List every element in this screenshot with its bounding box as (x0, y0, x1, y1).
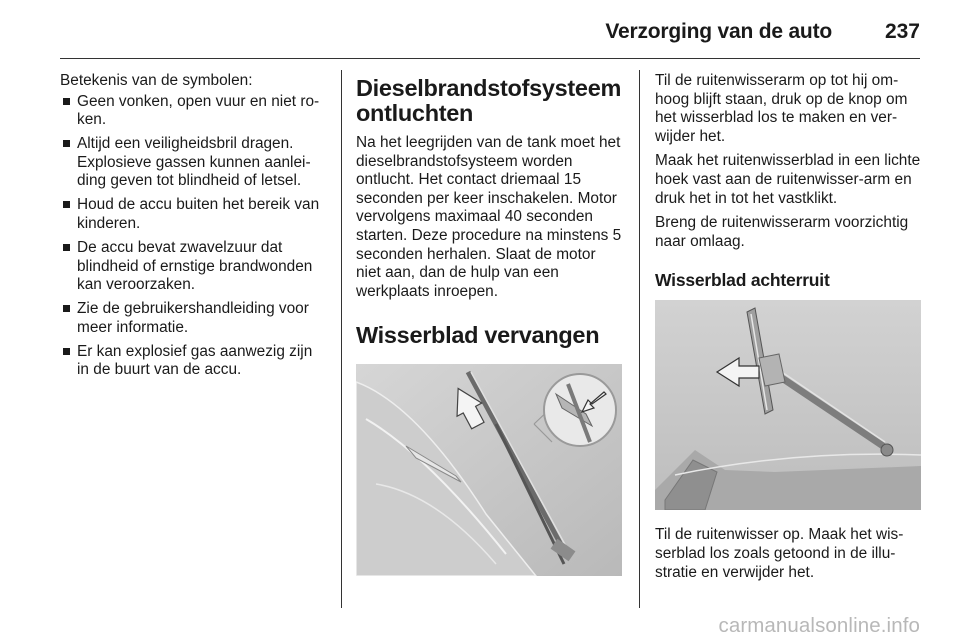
bullet-square-icon (63, 348, 70, 355)
heading-diesel-bleeding: Dieselbrandstofsysteem ontluchten (356, 75, 622, 126)
instruction-paragraph: Til de ruitenwisserarm op tot hij om-hoog blijft staan, druk op de knop om het wisserblad los te maken en ver-wijder het. (655, 72, 908, 145)
column-1 (60, 72, 328, 385)
list-item: Geen vonken, open vuur en niet ro-ken. (60, 93, 328, 130)
symbol-list (60, 93, 328, 380)
column-2 (356, 76, 624, 576)
bullet-square-icon (63, 98, 70, 105)
symbols-intro: Betekenis van de symbolen: (60, 72, 253, 89)
list-item: Er kan explosief gas aanwezig zijn in de buurt van de accu. (60, 343, 328, 380)
column-divider (341, 70, 342, 608)
list-item: Zie de gebruikershandleiding voor meer informatie. (60, 300, 328, 337)
heading-wiper-blade: Wisserblad vervangen (356, 322, 600, 349)
rear-wiper-paragraph: Til de ruitenwisser op. Maak het wis-serblad los zoals getoond in de illu-stratie en verwijder het. (655, 526, 904, 581)
list-item: De accu bevat zwavelzuur dat blindheid of ernstige brandwonden kan veroorzaken. (60, 239, 328, 295)
column-3 (655, 72, 921, 588)
list-item: Houd de accu buiten het bereik van kinderen. (60, 196, 328, 233)
bullet-square-icon (63, 244, 70, 251)
page-number: 237 (884, 20, 920, 43)
section-title: Verzorging van de auto (605, 20, 832, 43)
bullet-square-icon (63, 201, 70, 208)
page-header (60, 0, 920, 59)
bullet-square-icon (63, 140, 70, 147)
windscreen-wiper-illustration (356, 364, 622, 576)
heading-rear-wiper: Wisserblad achterruit (655, 270, 830, 291)
column-divider (639, 70, 640, 608)
rear-wiper-illustration (655, 300, 921, 510)
list-item: Altijd een veiligheidsbril dragen. Explosieve gassen kunnen aanlei-ding geven tot blindheid of letsel. (60, 135, 328, 191)
diesel-paragraph: Na het leegrijden van de tank moet het dieselbrandstofsysteem worden ontlucht. Het contact driemaal 15 seconden per keer inschakelen. Motor vervolgens maximaal 40 seconden starten. Deze procedure na minstens 5 seconden herhalen. Slaat de motor niet aan, dan de hulp van een werkplaats inroepen. (356, 134, 622, 300)
watermark: carmanualsonline.info (718, 614, 920, 637)
bullet-square-icon (63, 305, 70, 312)
instruction-paragraph: Maak het ruitenwisserblad in een lichte hoek vast aan de ruitenwisser-arm en druk het in tot het vastklikt. (655, 152, 921, 207)
instruction-paragraph: Breng de ruitenwisserarm voorzichtig naar omlaag. (655, 214, 909, 250)
